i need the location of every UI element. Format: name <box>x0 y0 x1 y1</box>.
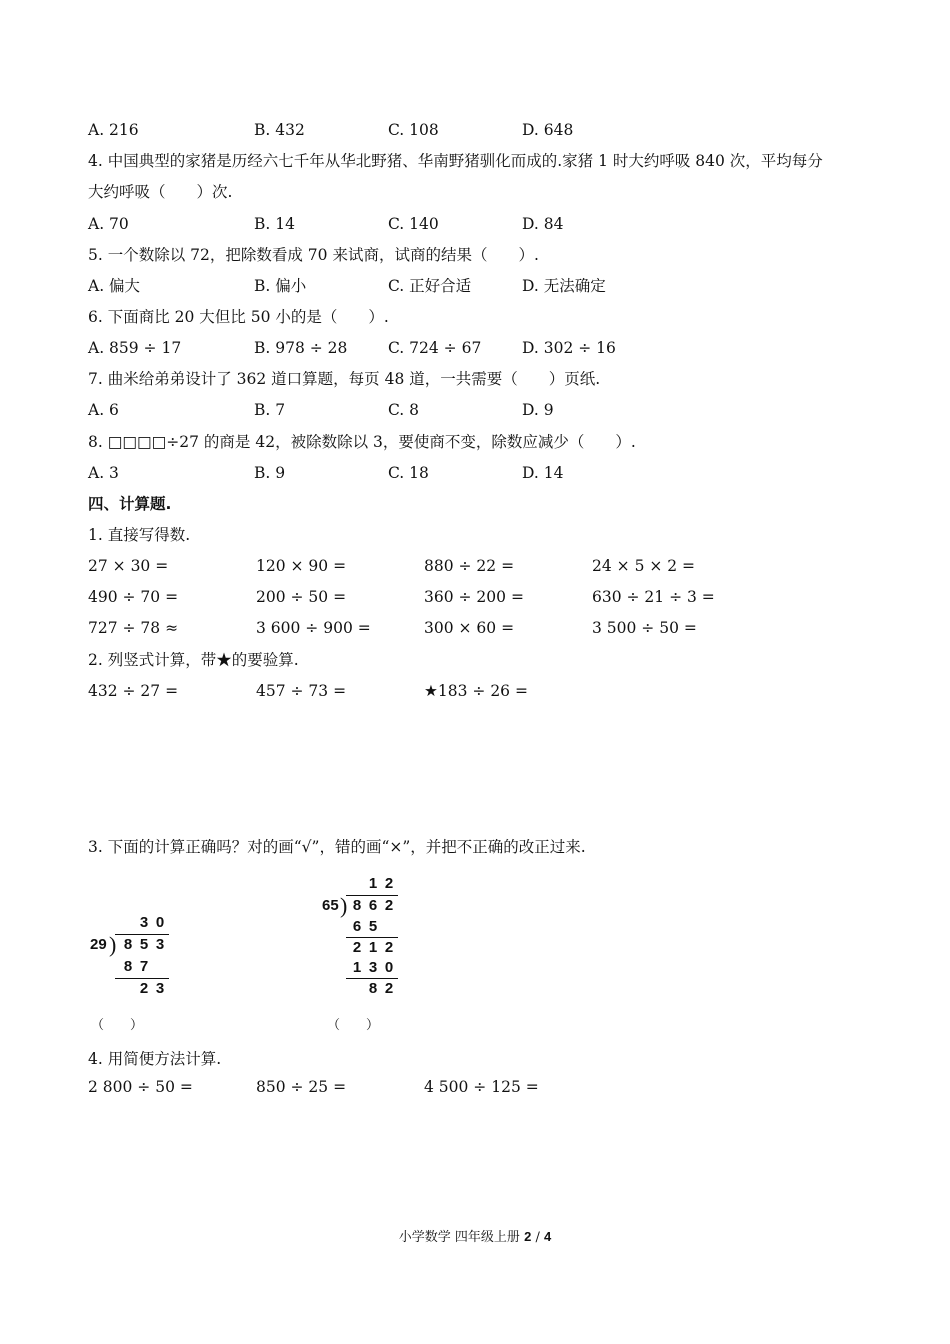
expression: 3 500 ÷ 50 = <box>592 619 697 637</box>
q6-text: 6. 下面商比 20 大但比 50 小的是（ ）. <box>88 308 389 326</box>
p2-row <box>88 681 890 701</box>
answer-blank[interactable]: （ ） <box>91 1018 144 1033</box>
option-a: A. 70 <box>88 215 129 233</box>
q7-options <box>88 400 890 420</box>
expression: ★183 ÷ 26 = <box>424 682 528 700</box>
option-c: C. 正好合适 <box>388 277 472 295</box>
expression: 630 ÷ 21 ÷ 3 = <box>592 588 715 606</box>
option-a: A. 859 ÷ 17 <box>88 339 182 357</box>
dividend: 8 5 3 <box>123 936 165 953</box>
page-number: 2 <box>524 1229 532 1244</box>
option-d: D. 9 <box>522 401 554 419</box>
option-d: D. 无法确定 <box>522 277 606 295</box>
expression: 3 600 ÷ 900 = <box>256 619 371 637</box>
q7-text: 7. 曲米给弟弟设计了 362 道口算题，每页 48 道，一共需要（ ）页纸. <box>88 370 601 388</box>
option-a: A. 216 <box>88 121 139 139</box>
page-separator: / <box>535 1230 540 1245</box>
p1-row <box>88 556 890 576</box>
q4-options <box>88 214 890 234</box>
expression: 27 × 30 = <box>88 557 169 575</box>
division-bracket: ) <box>109 932 117 957</box>
option-b: B. 7 <box>254 401 286 419</box>
page-total: 4 <box>543 1229 552 1244</box>
option-c: C. 724 ÷ 67 <box>388 339 482 357</box>
option-c: C. 18 <box>388 464 429 482</box>
option-d: D. 84 <box>522 215 564 233</box>
option-b: B. 432 <box>254 121 305 139</box>
q8-options <box>88 463 890 483</box>
option-b: B. 978 ÷ 28 <box>254 339 348 357</box>
option-c: C. 140 <box>388 215 439 233</box>
expression: 300 × 60 = <box>424 619 515 637</box>
expression: 24 × 5 × 2 = <box>592 557 696 575</box>
q5-text: 5. 一个数除以 72，把除数看成 70 来试商，试商的结果（ ）. <box>88 246 539 264</box>
option-b: B. 偏小 <box>254 277 307 295</box>
subtrahend: 8 7 <box>123 958 149 975</box>
option-b: B. 14 <box>254 215 295 233</box>
division-line <box>115 978 169 979</box>
option-a: A. 3 <box>88 464 119 482</box>
division-bar <box>115 934 169 935</box>
divisor: 65 <box>322 897 339 914</box>
q8-text: 8. □□□□÷27 的商是 42，被除数除以 3，要使商不变，除数应减少（ ）. <box>88 433 636 451</box>
p1-row <box>88 618 890 638</box>
page-footer <box>0 1226 950 1245</box>
expression: 432 ÷ 27 = <box>88 682 179 700</box>
divisor: 29 <box>90 936 107 953</box>
option-d: D. 302 ÷ 16 <box>522 339 616 357</box>
expression: 850 ÷ 25 = <box>256 1078 347 1096</box>
division-line <box>346 978 398 979</box>
option-d: D. 14 <box>522 464 564 482</box>
division-bracket: ) <box>340 893 348 918</box>
dividend: 8 6 2 <box>352 897 394 914</box>
option-c: C. 108 <box>388 121 439 139</box>
p2-title: 2. 列竖式计算，带★的要验算. <box>88 651 299 669</box>
remainder: 2 3 <box>139 980 165 997</box>
expression: 2 800 ÷ 50 = <box>88 1078 193 1096</box>
expression: 4 500 ÷ 125 = <box>424 1078 539 1096</box>
answer-blank[interactable]: （ ） <box>327 1018 380 1033</box>
quotient: 1 2 <box>368 875 394 892</box>
option-a: A. 偏大 <box>88 277 141 295</box>
section-title: 四、计算题. <box>88 495 172 513</box>
partial-remainder: 2 1 2 <box>352 939 394 956</box>
p1-title: 1. 直接写得数. <box>88 526 191 544</box>
quotient: 3 0 <box>139 914 165 931</box>
option-a: A. 6 <box>88 401 119 419</box>
expression: 360 ÷ 200 = <box>424 588 524 606</box>
division-line <box>346 937 398 938</box>
expression: 880 ÷ 22 = <box>424 557 515 575</box>
subtrahend: 1 3 0 <box>352 959 394 976</box>
expression: 490 ÷ 70 = <box>88 588 179 606</box>
p4-row <box>88 1077 890 1097</box>
remainder: 8 2 <box>368 980 394 997</box>
q3-options <box>88 120 890 140</box>
expression: 457 ÷ 73 = <box>256 682 347 700</box>
q6-options <box>88 338 890 358</box>
expression: 120 × 90 = <box>256 557 347 575</box>
footer-text: 小学数学 四年级上册 <box>398 1230 520 1245</box>
option-c: C. 8 <box>388 401 420 419</box>
option-d: D. 648 <box>522 121 574 139</box>
p3-title: 3. 下面的计算正确吗？对的画“√”，错的画“×”，并把不正确的改正过来. <box>88 838 586 856</box>
p1-row <box>88 587 890 607</box>
division-bar <box>346 895 398 896</box>
q4-text-line1: 4. 中国典型的家猪是历经六七千年从华北野猪、华南野猪驯化而成的.家猪 1 时大约呼吸 840 次，平均每分 <box>88 152 823 170</box>
q5-options <box>88 276 890 296</box>
p4-title: 4. 用简便方法计算. <box>88 1050 222 1068</box>
q4-text-line2: 大约呼吸（ ）次. <box>88 183 233 201</box>
expression: 727 ÷ 78 ≈ <box>88 619 179 637</box>
option-b: B. 9 <box>254 464 286 482</box>
subtrahend: 6 5 <box>352 918 378 935</box>
expression: 200 ÷ 50 = <box>256 588 347 606</box>
